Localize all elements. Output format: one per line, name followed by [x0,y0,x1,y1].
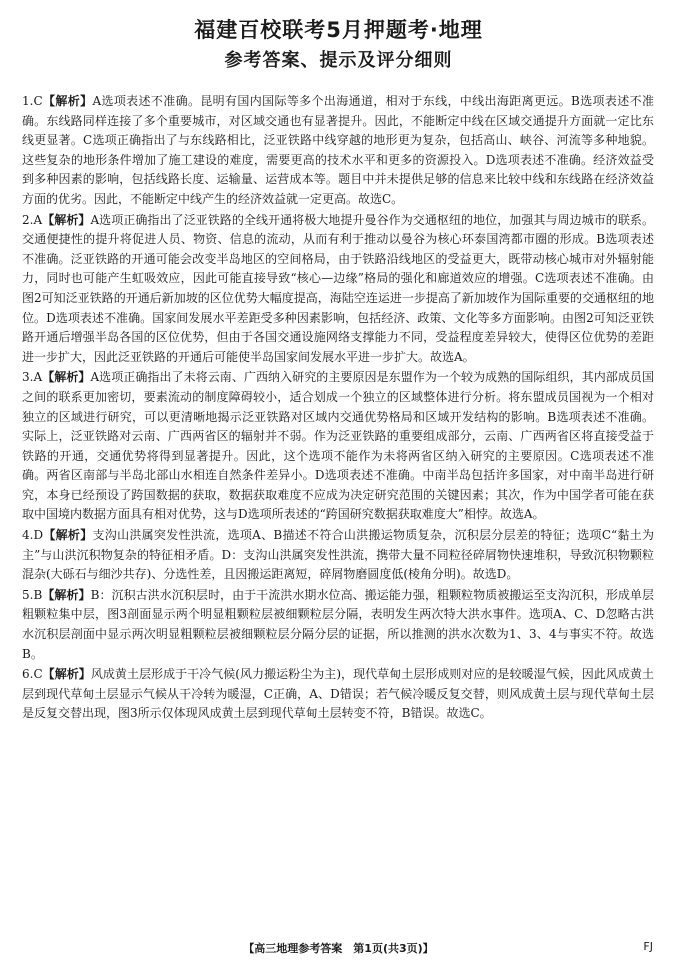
item-number: 2. [22,212,34,227]
item-answer: B [33,587,43,602]
footer-page-info: 【高三地理参考答案 第1页(共3页)】 [243,942,434,955]
page-subtitle: 参考答案、提示及评分细则 [224,50,453,71]
item-number: 3. [22,370,34,385]
answer-item [22,665,654,724]
analysis-tag: 【解析】 [42,212,91,227]
footer-code: FJ [643,940,653,953]
analysis-tag: 【解析】 [42,587,91,602]
analysis-tag: 【解析】 [42,370,91,385]
item-number: 4. [22,528,34,543]
item-number: 5. [22,587,34,602]
item-text: A选项表述不准确。昆明有国内国际等多个出海通道，相对于东线，中线出海距离更远。B选项表述不准确。东线路同样连接了多个重要城市，对区域交通也有显著提升。因此，不能断定中线在区域交通提升方面就一定比东线更显著。C选项正确指出了与东线路相比，泛亚铁路中线穿越的地形更为复杂，包括高山、峡谷、河流等多种地貌。这些复杂的地形条件增加了施工建设的难度，需要更高的技术水平和更多的资源投入。D选项表述不准确。经济效益受到多种因素的影响，包括线路长度、运输量、运营成本等。题目中并未提供足够的信息来比较中线和东线路在经济效益方面的优劣。因此，不能断定中线产生的经济效益就一定更高。故选C。 [22,94,654,206]
analysis-tag: 【解析】 [42,94,93,108]
analysis-tag: 【解析】 [42,667,91,682]
answer-list [22,92,654,725]
analysis-tag: 【解析】 [43,528,93,543]
answer-item [22,92,654,210]
answer-item [22,526,654,585]
page-footer [0,940,677,956]
item-answer: D [33,528,44,543]
answer-item [22,586,654,664]
item-text: A选项正确指出了未将云南、广西纳入研究的主要原因是东盟作为一个较为成熟的国际组织，其内部成员国之间的联系更加密切，要素流动的制度障碍较小，适合划成一个独立的区域整体进行分析。将东盟成员国视为一个相对独立的区域进行研究，可以更清晰地揭示泛亚铁路对区域内交通优势格局和区域开发结构的影响。B选项表述不准确。实际上，泛亚铁路对云南、广西两省区的辐射并不弱。作为泛亚铁路的重要组成部分，云南、广西两省区将直接受益于铁路的开通，交通优势将得到显著提升。因此，这个选项不能作为未将两省区纳入研究的主要原因。C选项表述不准确。两省区南部与半岛北部山水相连自然条件差异小。D选项表述不准确。中南半岛包括许多国家，对中南半岛进行研究，本身已经预设了跨国数据的获取，数据获取难度不应成为决定研究范围的关键因素；其次，作为中国学者可能在获取中国境内数据方面具有相对优势，这与D选项所表述的“跨国研究数据获取难度大”相悖。故选A。 [22,370,654,522]
item-text: B：沉积古洪水沉积层时，由于干流洪水期水位高、搬运能力强，粗颗粒物质被搬运至支沟沉积，形成单层粗颗粒集中层，图3剖面显示两个明显粗颗粒层被细颗粒层分隔，表明发生两次特大洪水事件。选项A、C、D忽略古洪水沉积层剖面中显示两次明显粗颗粒层被细颗粒层分隔分层的证据，所以推测的洪水次数为1、3、4与事实不符。故选B。 [22,587,654,661]
page-title: 福建百校联考5月押题考·地理 [194,18,483,42]
item-text: A选项正确指出了泛亚铁路的全线开通将极大地提升曼谷作为交通枢纽的地位，加强其与周边城市的联系。交通便捷性的提升将促进人员、物资、信息的流动，从而有利于推动以曼谷为核心环泰国湾都市圈的形成。B选项表述不准确。泛亚铁路的开通可能会改变半岛地区的空间格局，由于铁路沿线地区的受益更大，既带动核心城市对外辐射能力，同时也可能产生虹吸效应，因此可能直接导致“核心—边缘”格局的强化和廊道效应的增强。C选项表述不准确。由图2可知泛亚铁路的开通后新加坡的区位优势大幅度提高，海陆空连运进一步提高了新加坡作为国际重要的交通枢纽的地位。D选项表述不准确。国家间发展水平差距受多种因素影响，包括经济、政策、文化等多方面影响。由图2可知泛亚铁路开通后增强半岛各国的区位优势，但由于各国交通设施网络支撑能力不同，受益程度差异较大，使得区位优势的差距进一步扩大，因此泛亚铁路的开通后可能使半岛国家间发展水平进一步扩大。故选A。 [22,212,654,364]
answer-item [22,368,654,525]
item-answer: A [33,370,43,385]
item-answer: A [33,212,43,227]
item-answer: C [33,94,43,108]
answer-item [22,211,654,368]
item-number: 1. [22,94,34,108]
item-number: 6. [22,667,34,682]
item-text: 风成黄土层形成于干冷气候(风力搬运粉尘为主)，现代草甸土层形成则对应的是较暖湿气候，因此风成黄土层到现代草甸土层显示气候从干冷转为暖湿，C正确，A、D错误；若气候冷暖反复交替，则风成黄土层与现代草甸土层是反复交替出现，图3所示仅体现风成黄土层到现代草甸土层转变不符，B错误。故选C。 [22,667,654,721]
item-text: 支沟山洪属突发性洪流，选项A、B描述不符合山洪搬运物质复杂，沉积层分层差的特征；选项C“黏土为主”与山洪沉积物复杂的特征相矛盾。D：支沟山洪属突发性洪流，携带大量不同粒径碎屑物快速堆积，导致沉积物颗粒混杂(大砾石与细沙共存)、分选性差，且因搬运距离短，碎屑物磨圆度低(棱角分明)。故选D。 [22,528,654,582]
item-answer: C [33,667,43,682]
